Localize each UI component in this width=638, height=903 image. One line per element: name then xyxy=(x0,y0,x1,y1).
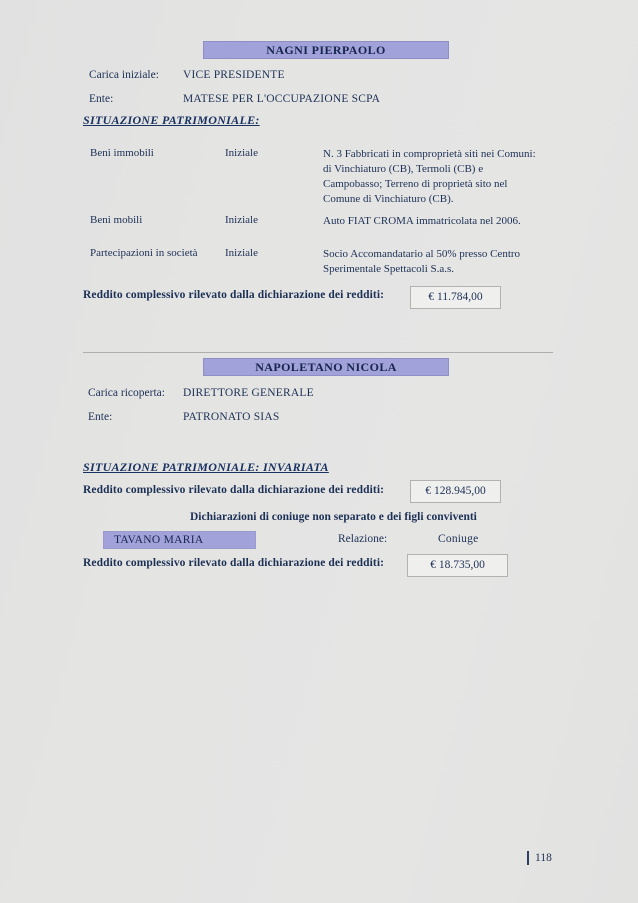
asset-category: Partecipazioni in società xyxy=(90,247,198,259)
family-member-relation-value: Coniuge xyxy=(438,533,479,545)
declarant1-role-label: Carica iniziale: xyxy=(89,69,159,81)
declarant2-name-banner: NAPOLETANO NICOLA xyxy=(203,358,449,376)
asset-description xyxy=(323,247,563,277)
declarant2-ente-value: PATRONATO SIAS xyxy=(183,411,280,423)
asset-description-line: Sperimentale Spettacoli S.a.s. xyxy=(323,263,455,275)
family-declarations-heading: Dichiarazioni di coniuge non separato e dei figli conviventi xyxy=(190,511,477,523)
declarant1-situazione-heading: SITUAZIONE PATRIMONIALE: xyxy=(83,113,260,127)
declarant2-role-value: DIRETTORE GENERALE xyxy=(183,387,314,399)
family-member-income-value-box: € 18.735,00 xyxy=(407,554,508,577)
declarant1-income-label: Reddito complessivo rilevato dalla dichiarazione dei redditi: xyxy=(83,289,385,301)
asset-description xyxy=(323,147,563,207)
asset-description-line: Socio Accomandatario al 50% presso Centro xyxy=(323,248,521,260)
section-divider xyxy=(83,352,553,353)
asset-phase: Iniziale xyxy=(225,214,258,226)
asset-phase: Iniziale xyxy=(225,247,258,259)
declarant2-income-value-box: € 128.945,00 xyxy=(410,480,501,503)
asset-description-line: Campobasso; Terreno di proprietà sito nel xyxy=(323,178,508,190)
family-member-income-label: Reddito complessivo rilevato dalla dichiarazione dei redditi: xyxy=(83,557,385,569)
asset-description-line: Auto FIAT CROMA immatricolata nel 2006. xyxy=(323,215,521,227)
declarant1-name-banner: NAGNI PIERPAOLO xyxy=(203,41,449,59)
declarant2-situazione-heading: SITUAZIONE PATRIMONIALE: INVARIATA xyxy=(83,460,329,474)
asset-description-line: di Vinchiaturo (CB), Termoli (CB) e xyxy=(323,163,484,175)
declarant1-ente-value: MATESE PER L'OCCUPAZIONE SCPA xyxy=(183,93,381,105)
asset-category: Beni immobili xyxy=(90,147,154,159)
asset-category: Beni mobili xyxy=(90,214,143,226)
declarant2-role-label: Carica ricoperta: xyxy=(88,387,165,399)
asset-description xyxy=(323,214,563,229)
asset-description-line: N. 3 Fabbricati in comproprietà siti nei Comuni: xyxy=(323,148,536,160)
asset-phase: Iniziale xyxy=(225,147,258,159)
family-member-relation-label: Relazione: xyxy=(338,533,388,545)
family-member-name-banner: TAVANO MARIA xyxy=(103,531,256,549)
asset-description-line: Comune di Vinchiaturo (CB). xyxy=(323,193,454,205)
page-number: 118 xyxy=(527,851,552,865)
declarant2-income-label: Reddito complessivo rilevato dalla dichiarazione dei redditi: xyxy=(83,484,385,496)
declarant1-ente-label: Ente: xyxy=(89,93,114,105)
declarant2-ente-label: Ente: xyxy=(88,411,113,423)
declarant1-income-value-box: € 11.784,00 xyxy=(410,286,501,309)
declarant1-role-value: VICE PRESIDENTE xyxy=(183,69,285,81)
